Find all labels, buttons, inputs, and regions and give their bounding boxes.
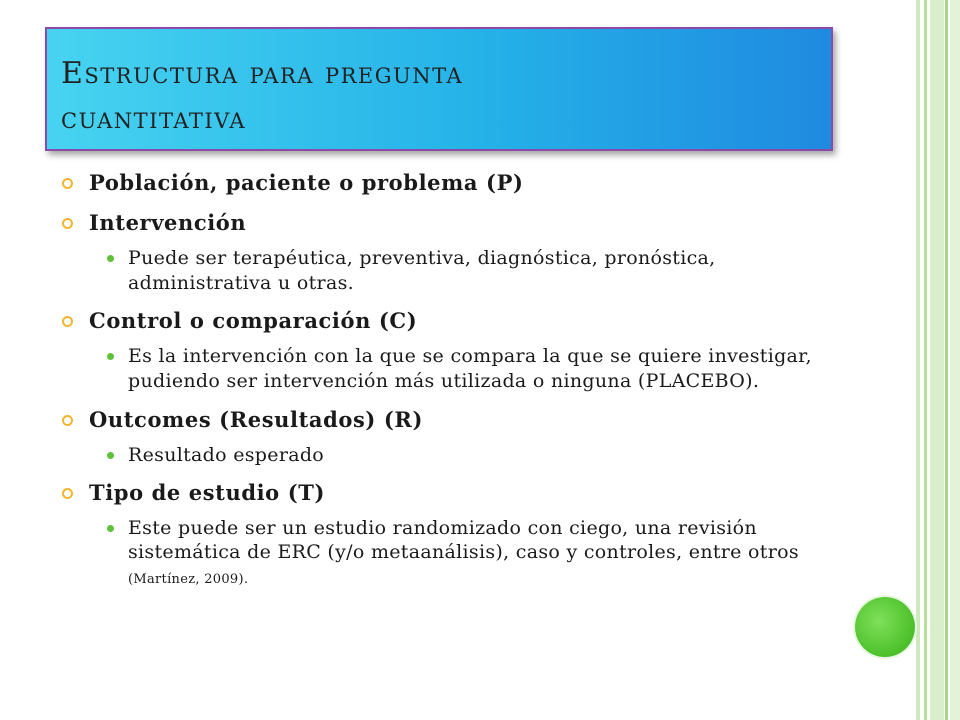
bullet-level1 bbox=[60, 306, 820, 336]
bullet-text: Control o comparación (C) bbox=[89, 308, 418, 333]
stripe bbox=[924, 0, 927, 720]
dot-bullet-icon bbox=[107, 255, 114, 262]
bullet-text: Puede ser terapéutica, preventiva, diagnóstica, pronóstica, administrativa u otras. bbox=[128, 247, 716, 294]
dot-bullet-icon bbox=[107, 353, 114, 360]
bullet-text: Tipo de estudio (T) bbox=[89, 479, 325, 505]
bullet-text: Población, paciente o problema (P) bbox=[89, 170, 524, 195]
decorative-green-circle bbox=[855, 597, 915, 657]
bullet-text: Es la intervención con la que se compara la que se quiere investigar, pudiendo ser intervención más utilizada o ninguna (PLACEBO). bbox=[128, 345, 812, 392]
bullet-level1 bbox=[60, 405, 820, 435]
ring-bullet-icon bbox=[62, 316, 73, 327]
bullet-level1 bbox=[60, 478, 820, 508]
bullet-level1 bbox=[60, 168, 820, 198]
bullet-level2 bbox=[60, 443, 820, 468]
bullet-text: Este puede ser un estudio randomizado con ciego, una revisión sistemática de ERC (y/o metaanálisis), caso y controles, entre otros bbox=[128, 516, 799, 563]
stripe bbox=[916, 0, 920, 720]
title-line-2: cuantitativa bbox=[61, 101, 247, 136]
title-banner bbox=[45, 27, 833, 151]
bullet-text: Resultado esperado bbox=[128, 444, 325, 466]
bullet-level2 bbox=[60, 246, 820, 295]
bullet-text: Outcomes (Resultados) (R) bbox=[89, 407, 423, 432]
decorative-stripes bbox=[916, 0, 960, 720]
slide-title bbox=[61, 51, 821, 141]
stripe bbox=[950, 0, 960, 720]
stripe bbox=[930, 0, 944, 720]
citation: (Martínez, 2009). bbox=[128, 571, 249, 587]
bullet-text: Intervención bbox=[89, 210, 247, 235]
stripe bbox=[945, 0, 948, 720]
bullet-level1 bbox=[60, 208, 820, 238]
ring-bullet-icon bbox=[62, 178, 73, 189]
bullet-level2 bbox=[60, 344, 820, 393]
bullet-list bbox=[60, 168, 820, 592]
dot-bullet-icon bbox=[107, 452, 114, 459]
ring-bullet-icon bbox=[62, 218, 73, 229]
ring-bullet-icon bbox=[62, 415, 73, 426]
dot-bullet-icon bbox=[107, 525, 114, 532]
title-line-1: Estructura para pregunta bbox=[61, 56, 464, 91]
bullet-level2 bbox=[60, 516, 820, 593]
ring-bullet-icon bbox=[62, 488, 73, 499]
